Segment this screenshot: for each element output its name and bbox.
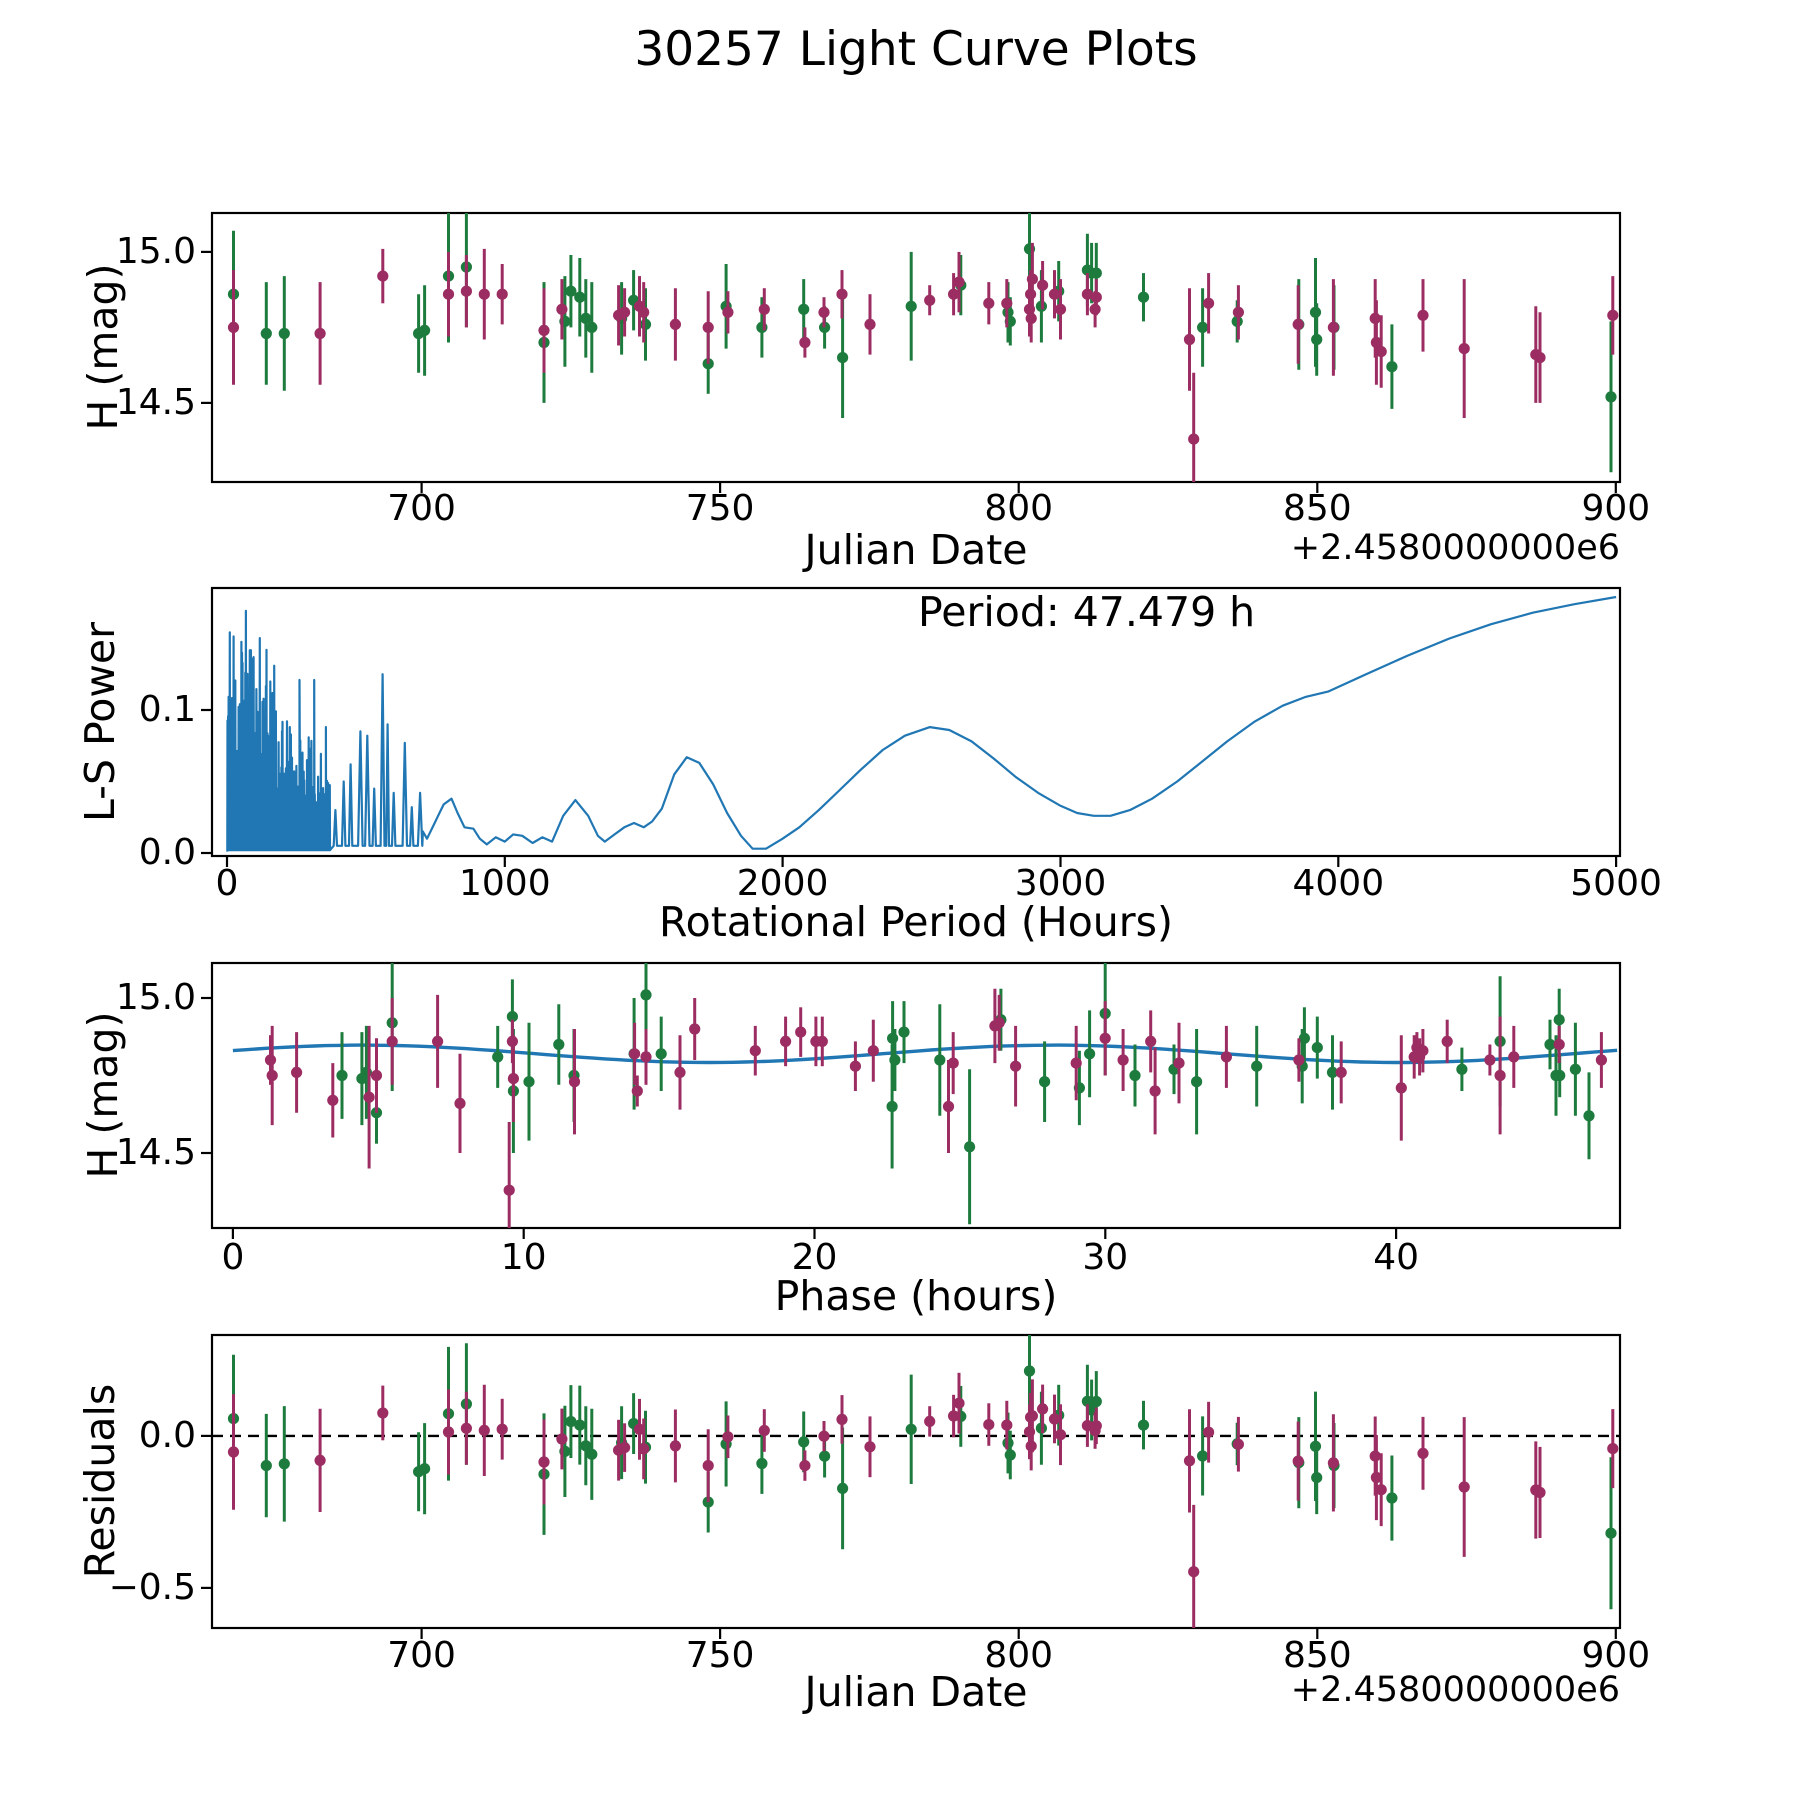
residuals-xtick-label: 900 (1581, 1635, 1651, 1676)
periodogram-xtick-label: 3000 (1014, 863, 1107, 904)
phase-data (265, 942, 1607, 1258)
lightcurve-data (228, 198, 1619, 506)
residuals-xtick-label: 850 (1282, 1635, 1352, 1676)
phase-xtick-label: 20 (791, 1237, 838, 1278)
periodogram-line (227, 597, 1616, 852)
residuals-data (228, 1319, 1619, 1638)
phase-axes (201, 963, 1620, 1239)
residuals-xtick-label: 800 (984, 1635, 1054, 1676)
residuals-xlabel: Julian Date (804, 1668, 1028, 1716)
figure-title: 30257 Light Curve Plots (634, 22, 1198, 77)
lightcurve-xtick-label: 800 (984, 488, 1054, 529)
periodogram-xtick-label: 5000 (1570, 863, 1662, 904)
phase-xtick-label: 40 (1373, 1237, 1419, 1278)
phase-xlabel: Phase (hours) (774, 1272, 1058, 1320)
lightcurve-xtick-label: 700 (387, 488, 456, 529)
residuals-axis-offset: +2.4580000000e6 (1290, 1670, 1620, 1710)
periodogram-xtick-label: 2000 (736, 863, 829, 904)
phase-xtick-label: 0 (221, 1237, 245, 1278)
residuals-xtick-label: 700 (387, 1635, 456, 1676)
periodogram-ylabel: L-S Power (76, 622, 124, 822)
lightcurve-xtick-label: 900 (1581, 488, 1651, 529)
residuals-ytick-label: −0.5 (108, 1566, 196, 1608)
lightcurve-xtick-label: 850 (1282, 488, 1352, 529)
lightcurve-axis-offset: +2.4580000000e6 (1290, 528, 1620, 568)
lightcurve-ytick-label: 14.5 (115, 381, 196, 423)
periodogram-xtick-label: 0 (215, 863, 239, 904)
lightcurve-xtick-label: 750 (685, 488, 755, 529)
periodogram-axes (201, 588, 1620, 867)
periodogram-xlabel: Rotational Period (Hours) (658, 898, 1173, 946)
period-annotation: Period: 47.479 h (918, 588, 1256, 636)
phase-ylabel: H (mag) (79, 1011, 127, 1179)
periodogram-ytick-label: 0.1 (138, 689, 196, 730)
lightcurve-ylabel: H (mag) (79, 263, 127, 431)
periodogram-xtick-label: 4000 (1292, 863, 1385, 904)
phase-ytick-label: 15.0 (115, 977, 196, 1018)
lightcurve-ytick-label: 15.0 (115, 230, 196, 272)
phase-xtick-label: 30 (1082, 1237, 1129, 1278)
residuals-ylabel: Residuals (76, 1383, 124, 1579)
residuals-ytick-label: 0.0 (138, 1414, 196, 1456)
phase-xtick-label: 10 (500, 1237, 547, 1278)
phase-ytick-label: 14.5 (115, 1132, 196, 1173)
periodogram-ytick-label: 0.0 (138, 832, 196, 873)
lightcurve-xlabel: Julian Date (804, 526, 1028, 574)
periodogram-xtick-label: 1000 (458, 863, 551, 904)
residuals-xtick-label: 750 (685, 1635, 755, 1676)
